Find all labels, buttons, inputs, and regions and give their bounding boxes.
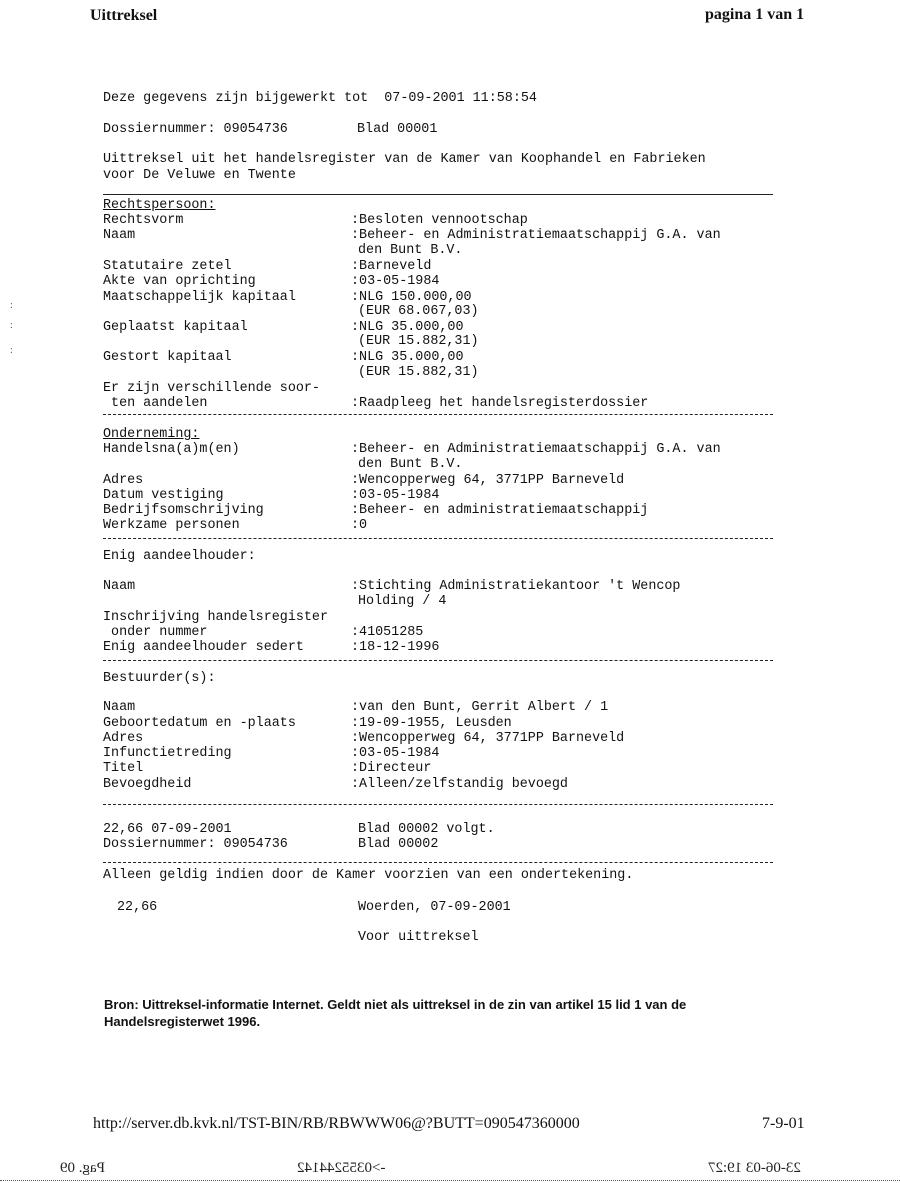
- blad-volgt: Blad 00002 volgt.: [358, 822, 495, 837]
- source-note: Bron: Uittreksel-informatie Internet. Geldt niet als uittreksel in de zin van artikel 15 lid 1 van de Handelsregisterwet 1996.: [104, 997, 687, 1029]
- field-label: Bevoegdheid: [103, 777, 192, 792]
- field-value: :Wencopperweg 64, 3771PP Barneveld: [351, 731, 625, 746]
- voor-uittreksel: Voor uittreksel: [358, 930, 479, 945]
- field-value: :NLG 150.000,00: [351, 290, 472, 305]
- updated-line: Deze gegevens zijn bijgewerkt tot 07-09-2001 11:58:54: [103, 91, 537, 106]
- field-label: Maatschappelijk kapitaal: [103, 290, 296, 305]
- place-date: Woerden, 07-09-2001: [358, 900, 511, 915]
- page-number-label: pagina 1 van 1: [705, 6, 805, 23]
- field-label: onder nummer: [103, 625, 208, 640]
- field-value: :NLG 35.000,00: [351, 350, 464, 365]
- margin-mark: :: [10, 345, 13, 356]
- fee-date: 22,66 07-09-2001: [103, 822, 232, 837]
- section-divider: [103, 194, 773, 195]
- field-value: :Beheer- en administratiemaatschappij: [351, 503, 649, 518]
- margin-mark: :: [10, 320, 13, 331]
- fax-timestamp: 23-06-03 19:27: [708, 1160, 801, 1176]
- section-divider: [103, 804, 773, 805]
- field-label: Statutaire zetel: [103, 259, 232, 274]
- field-label: Bedrijfsomschrijving: [103, 503, 264, 518]
- field-value: :18-12-1996: [351, 640, 440, 655]
- section-heading: Enig aandeelhouder:: [103, 549, 256, 564]
- validity-notice: Alleen geldig indien door de Kamer voorzien van een ondertekening.: [103, 868, 634, 883]
- field-label: Rechtsvorm: [103, 213, 184, 228]
- blad-number: Blad 00001: [357, 122, 438, 137]
- dossier-number: Dossiernummer: 09054736: [103, 122, 288, 137]
- field-value: :03-05-1984: [351, 488, 440, 503]
- field-value-cont: den Bunt B.V.: [358, 243, 463, 258]
- section-divider: [103, 414, 773, 415]
- field-value-cont: (EUR 15.882,31): [358, 334, 479, 349]
- section-heading: Onderneming:: [103, 427, 200, 442]
- field-value: :Alleen/zelfstandig bevoegd: [351, 777, 568, 792]
- field-label: Handelsna(a)m(en): [103, 442, 240, 457]
- field-label: Naam: [103, 228, 136, 243]
- field-value: :0: [351, 518, 368, 533]
- field-label: Er zijn verschillende soor-: [103, 381, 320, 396]
- field-label: Geboortedatum en -plaats: [103, 716, 296, 731]
- field-value: :Directeur: [351, 761, 432, 776]
- margin-mark: :: [10, 300, 13, 311]
- fax-number: ->0355244142: [297, 1160, 386, 1176]
- field-value: :Wencopperweg 64, 3771PP Barneveld: [351, 473, 625, 488]
- field-label: Adres: [103, 473, 144, 488]
- field-value: :19-09-1955, Leusden: [351, 716, 512, 731]
- fax-edge-line: [0, 1180, 900, 1181]
- field-value: :Barneveld: [351, 259, 432, 274]
- footer-url: http://server.db.kvk.nl/TST-BIN/RB/RBWWW06@?BUTT=090547360000: [93, 1115, 580, 1132]
- section-heading: Rechtspersoon:: [103, 198, 216, 213]
- blad-number: Blad 00002: [358, 837, 439, 852]
- field-label: Enig aandeelhouder sedert: [103, 640, 304, 655]
- amount: 22,66: [117, 900, 158, 915]
- intro-line-1: Uittreksel uit het handelsregister van de Kamer van Koophandel en Fabrieken: [103, 152, 706, 167]
- field-value-cont: Holding / 4: [358, 594, 447, 609]
- field-value: :Beheer- en Administratiemaatschappij G.A. van: [351, 442, 721, 457]
- footer-date: 7-9-01: [762, 1115, 805, 1132]
- field-value: :NLG 35.000,00: [351, 320, 464, 335]
- field-label: Geplaatst kapitaal: [103, 320, 248, 335]
- field-label: Gestort kapitaal: [103, 350, 232, 365]
- section-divider: [103, 862, 773, 863]
- section-divider: [103, 538, 773, 539]
- field-value: :Raadpleeg het handelsregisterdossier: [351, 396, 649, 411]
- field-value: :03-05-1984: [351, 274, 440, 289]
- section-divider: [103, 660, 773, 661]
- intro-line-2: voor De Veluwe en Twente: [103, 168, 296, 183]
- field-value: :Beheer- en Administratiemaatschappij G.A. van: [351, 228, 721, 243]
- field-label: Naam: [103, 579, 136, 594]
- field-value: :41051285: [351, 625, 424, 640]
- field-value: :van den Bunt, Gerrit Albert / 1: [351, 700, 609, 715]
- field-label: Titel: [103, 761, 144, 776]
- field-label: Infunctietreding: [103, 746, 232, 761]
- field-value: :Stichting Administratiekantoor 't Wencop: [351, 579, 681, 594]
- fax-page-number: Pag. 09: [60, 1160, 105, 1176]
- dossier-number: Dossiernummer: 09054736: [103, 837, 288, 852]
- field-label: ten aandelen: [103, 396, 208, 411]
- field-value: :03-05-1984: [351, 746, 440, 761]
- field-label: Werkzame personen: [103, 518, 240, 533]
- section-heading: Bestuurder(s):: [103, 671, 216, 686]
- field-value-cont: (EUR 15.882,31): [358, 365, 479, 380]
- field-label: Inschrijving handelsregister: [103, 610, 328, 625]
- field-value-cont: (EUR 68.067,03): [358, 304, 479, 319]
- field-label: Akte van oprichting: [103, 274, 256, 289]
- field-value-cont: den Bunt B.V.: [358, 457, 463, 472]
- field-label: Adres: [103, 731, 144, 746]
- page-header-title: Uittreksel: [90, 7, 158, 24]
- field-label: Datum vestiging: [103, 488, 224, 503]
- field-label: Naam: [103, 700, 136, 715]
- field-value: :Besloten vennootschap: [351, 213, 528, 228]
